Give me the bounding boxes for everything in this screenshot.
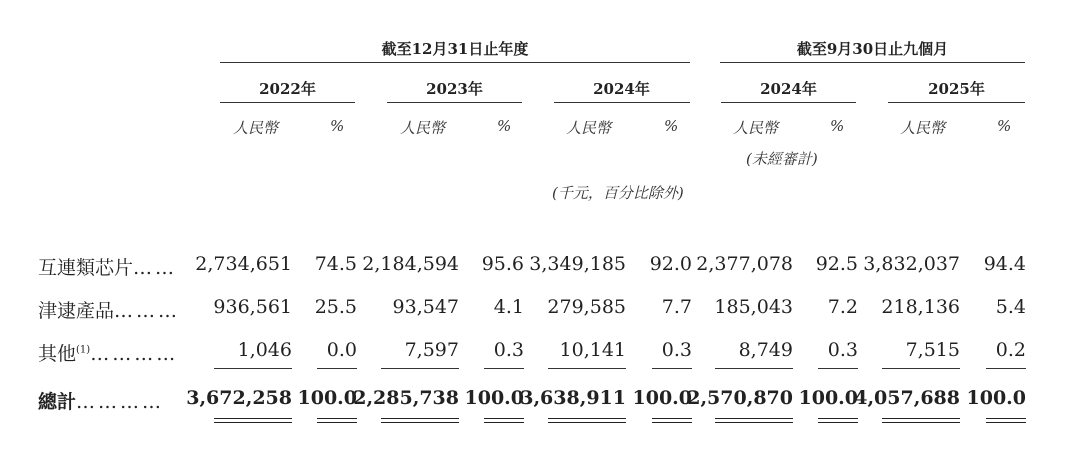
amount-cell: 2,377,078 (696, 253, 793, 275)
period-header-nine-months: 截至9月30日止九個月 (796, 40, 949, 58)
year-header-2025-9m: 2025年 (928, 80, 985, 98)
amount-cell: 2,570,870 (687, 387, 793, 409)
percent-header: % (664, 117, 679, 135)
percent-cell: 0.3 (661, 339, 692, 361)
amount-cell: 279,585 (547, 296, 626, 318)
period-header-fiscal-year: 截至12月31日止年度 (381, 40, 529, 58)
year-header-2024: 2024年 (593, 80, 650, 98)
percent-cell: 7.7 (661, 296, 692, 318)
percent-cell: 100.0 (464, 387, 524, 409)
percent-cell: 5.4 (995, 296, 1026, 318)
currency-header: 人民幣 (566, 119, 612, 137)
amount-cell: 7,597 (404, 339, 459, 361)
percent-cell: 100.0 (966, 387, 1026, 409)
total-double-rule (484, 418, 524, 423)
amount-cell: 2,285,738 (353, 387, 459, 409)
amount-cell: 3,349,185 (529, 253, 626, 275)
percent-cell: 4.1 (493, 296, 524, 318)
row-label-text: 總計 (38, 391, 77, 413)
percent-cell: 92.0 (649, 253, 692, 275)
percent-cell: 100.0 (632, 387, 692, 409)
year-rule-2024-9m (721, 102, 856, 103)
row-label (38, 296, 180, 323)
year-rule-2023 (387, 102, 522, 103)
percent-cell: 74.5 (314, 253, 357, 275)
amount-cell: 10,141 (559, 339, 626, 361)
currency-header: 人民幣 (400, 119, 446, 137)
amount-cell: 936,561 (213, 296, 292, 318)
subtotal-rule (715, 368, 793, 369)
period-rule-fiscal-year (220, 62, 690, 63)
subtotal-rule (882, 368, 960, 369)
subtotal-rule (484, 368, 524, 369)
row-label-text: 互連類芯片 (38, 257, 134, 279)
unaudited-note: (未經審計) (746, 150, 818, 168)
percent-cell: 94.4 (983, 253, 1026, 275)
total-double-rule (818, 418, 858, 423)
percent-cell: 100.0 (297, 387, 357, 409)
subtotal-rule (548, 368, 626, 369)
total-double-rule (882, 418, 960, 423)
total-double-rule (986, 418, 1026, 423)
amount-cell: 2,184,594 (362, 253, 459, 275)
currency-header: 人民幣 (733, 119, 779, 137)
amount-cell: 218,136 (881, 296, 960, 318)
subtotal-rule (652, 368, 692, 369)
percent-cell: 92.5 (815, 253, 858, 275)
percent-cell: 95.6 (481, 253, 524, 275)
subtotal-rule (986, 368, 1026, 369)
percent-cell: 25.5 (314, 296, 357, 318)
total-double-rule (214, 418, 292, 423)
percent-cell: 7.2 (827, 296, 858, 318)
row-label (38, 339, 178, 366)
year-rule-2024 (554, 102, 690, 103)
percent-header: % (830, 117, 845, 135)
amount-cell: 185,043 (714, 296, 793, 318)
subtotal-rule (381, 368, 459, 369)
year-rule-2022 (220, 102, 355, 103)
percent-cell: 0.2 (995, 339, 1026, 361)
percent-cell: 0.0 (326, 339, 357, 361)
total-double-rule (715, 418, 793, 423)
year-rule-2025-9m (888, 102, 1025, 103)
amount-cell: 93,547 (392, 296, 459, 318)
percent-cell: 100.0 (798, 387, 858, 409)
year-header-2022: 2022年 (259, 80, 316, 98)
amount-cell: 1,046 (237, 339, 292, 361)
units-note: (千元，百分比除外) (552, 184, 684, 202)
year-header-2023: 2023年 (426, 80, 483, 98)
percent-header: % (997, 117, 1012, 135)
subtotal-rule (818, 368, 858, 369)
percent-cell: 0.3 (493, 339, 524, 361)
row-label-text: 其他 (38, 343, 77, 365)
amount-cell: 4,057,688 (854, 387, 960, 409)
total-row-label (38, 387, 164, 414)
percent-header: % (497, 117, 512, 135)
row-label (38, 253, 177, 280)
percent-cell: 0.3 (827, 339, 858, 361)
year-header-2024-9m: 2024年 (760, 80, 817, 98)
period-rule-nine-months (720, 62, 1025, 63)
amount-cell: 3,832,037 (863, 253, 960, 275)
percent-header: % (330, 117, 345, 135)
amount-cell: 3,638,911 (520, 387, 626, 409)
subtotal-rule (214, 368, 292, 369)
row-label-text: 津逮產品 (38, 300, 115, 322)
currency-header: 人民幣 (900, 119, 946, 137)
amount-cell: 7,515 (905, 339, 960, 361)
currency-header: 人民幣 (233, 119, 279, 137)
subtotal-rule (317, 368, 357, 369)
total-double-rule (652, 418, 692, 423)
total-double-rule (317, 418, 357, 423)
total-double-rule (548, 418, 626, 423)
leader-dots: ……… (114, 300, 181, 322)
leader-dots: ………… (90, 343, 179, 365)
amount-cell: 3,672,258 (186, 387, 292, 409)
leader-dots: …… (133, 257, 178, 279)
leader-dots: ………… (76, 391, 165, 413)
footnote-marker: (1) (76, 344, 91, 356)
amount-cell: 2,734,651 (195, 253, 292, 275)
total-double-rule (381, 418, 459, 423)
amount-cell: 8,749 (738, 339, 793, 361)
